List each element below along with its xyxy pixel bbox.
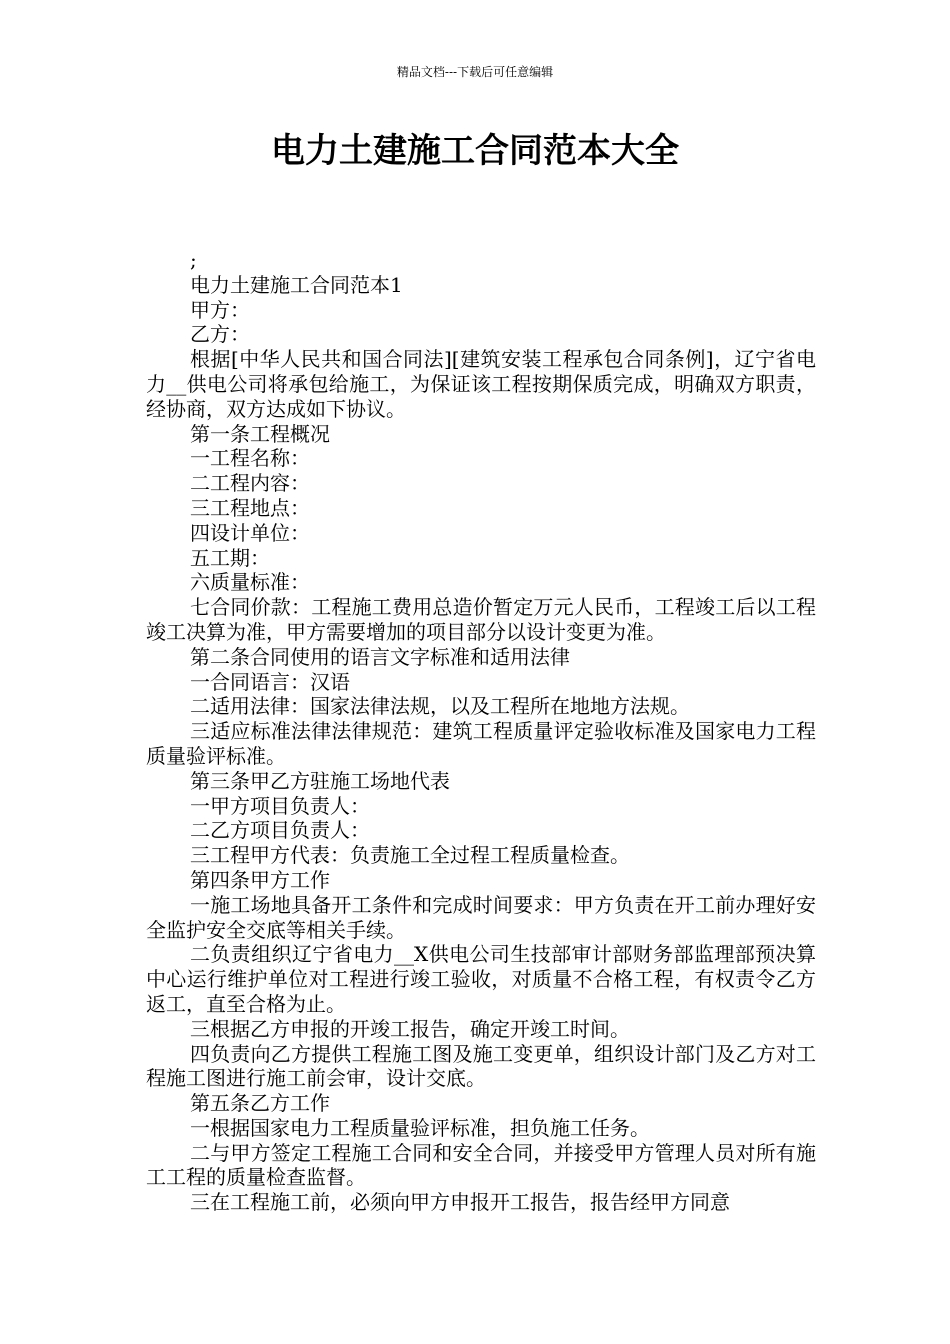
body-paragraph: 一施工场地具备开工条件和完成时间要求：甲方负责在开工前办理好安全监护安全交底等相关手续。 [146, 892, 816, 942]
body-paragraph: 二乙方项目负责人： [190, 818, 370, 843]
body-paragraph: 三工程地点： [190, 495, 310, 520]
body-paragraph: 三适应标准法律法律规范：建筑工程质量评定验收标准及国家电力工程质量验评标准。 [146, 719, 816, 768]
body-paragraph: 六质量标准： [190, 570, 310, 595]
body-paragraph: 三根据乙方申报的开竣工报告，确定开竣工时间。 [190, 1016, 630, 1041]
body-paragraph: 一工程名称： [190, 446, 310, 471]
body-paragraph: 一甲方项目负责人： [190, 793, 370, 818]
body-paragraph: 二工程内容： [190, 471, 310, 496]
body-paragraph: 五工期： [190, 545, 270, 570]
document-title: 电力土建施工合同范本大全 [271, 131, 679, 171]
body-paragraph: 一合同语言：汉语 [190, 669, 350, 694]
body-paragraph: 三在工程施工前，必须向甲方申报开工报告，报告经甲方同意 [190, 1190, 730, 1215]
body-paragraph: 二负责组织辽宁省电力__X供电公司生技部审计部财务部监理部预决算中心运行维护单位对工程进行竣工验收，对质量不合格工程，有权责令乙方返工，直至合格为止。 [146, 942, 816, 1016]
page-header-note: 精品文档---下载后可任意编辑 [396, 65, 554, 79]
body-paragraph: 甲方： [190, 297, 250, 322]
section-heading: 第五条乙方工作 [190, 1091, 330, 1116]
body-paragraph: 二与甲方签定工程施工合同和安全合同，并接受甲方管理人员对所有施工工程的质量检查监督。 [146, 1140, 816, 1190]
section-heading: 第四条甲方工作 [190, 867, 330, 892]
body-paragraph: 根据[中华人民共和国合同法][建筑安装工程承包合同条例]，辽宁省电力__供电公司将承包给施工，为保证该工程按期保质完成，明确双方职责，经协商，双方达成如下协议。 [146, 347, 816, 421]
body-paragraph: 乙方： [190, 322, 250, 347]
body-paragraph: 四负责向乙方提供工程施工图及施工变更单，组织设计部门及乙方对工程施工图进行施工前会审，设计交底。 [146, 1041, 816, 1091]
body-paragraph: 二适用法律：国家法律法规，以及工程所在地地方法规。 [190, 694, 690, 719]
body-paragraph: 七合同价款：工程施工费用总造价暂定万元人民币，工程竣工后以工程竣工决算为准，甲方需要增加的项目部分以设计变更为准。 [146, 595, 816, 644]
body-paragraph: 电力土建施工合同范本1 [190, 272, 403, 297]
body-paragraph: 一根据国家电力工程质量验评标准，担负施工任务。 [190, 1115, 650, 1140]
section-heading: 第二条合同使用的语言文字标准和适用法律 [190, 644, 570, 669]
body-paragraph: 四设计单位： [190, 520, 310, 545]
body-paragraph: ; [190, 248, 197, 272]
document-body [146, 248, 816, 1215]
section-heading: 第一条工程概况 [190, 421, 330, 446]
body-paragraph: 三工程甲方代表：负责施工全过程工程质量检查。 [190, 843, 630, 868]
section-heading: 第三条甲乙方驻施工场地代表 [190, 768, 450, 793]
